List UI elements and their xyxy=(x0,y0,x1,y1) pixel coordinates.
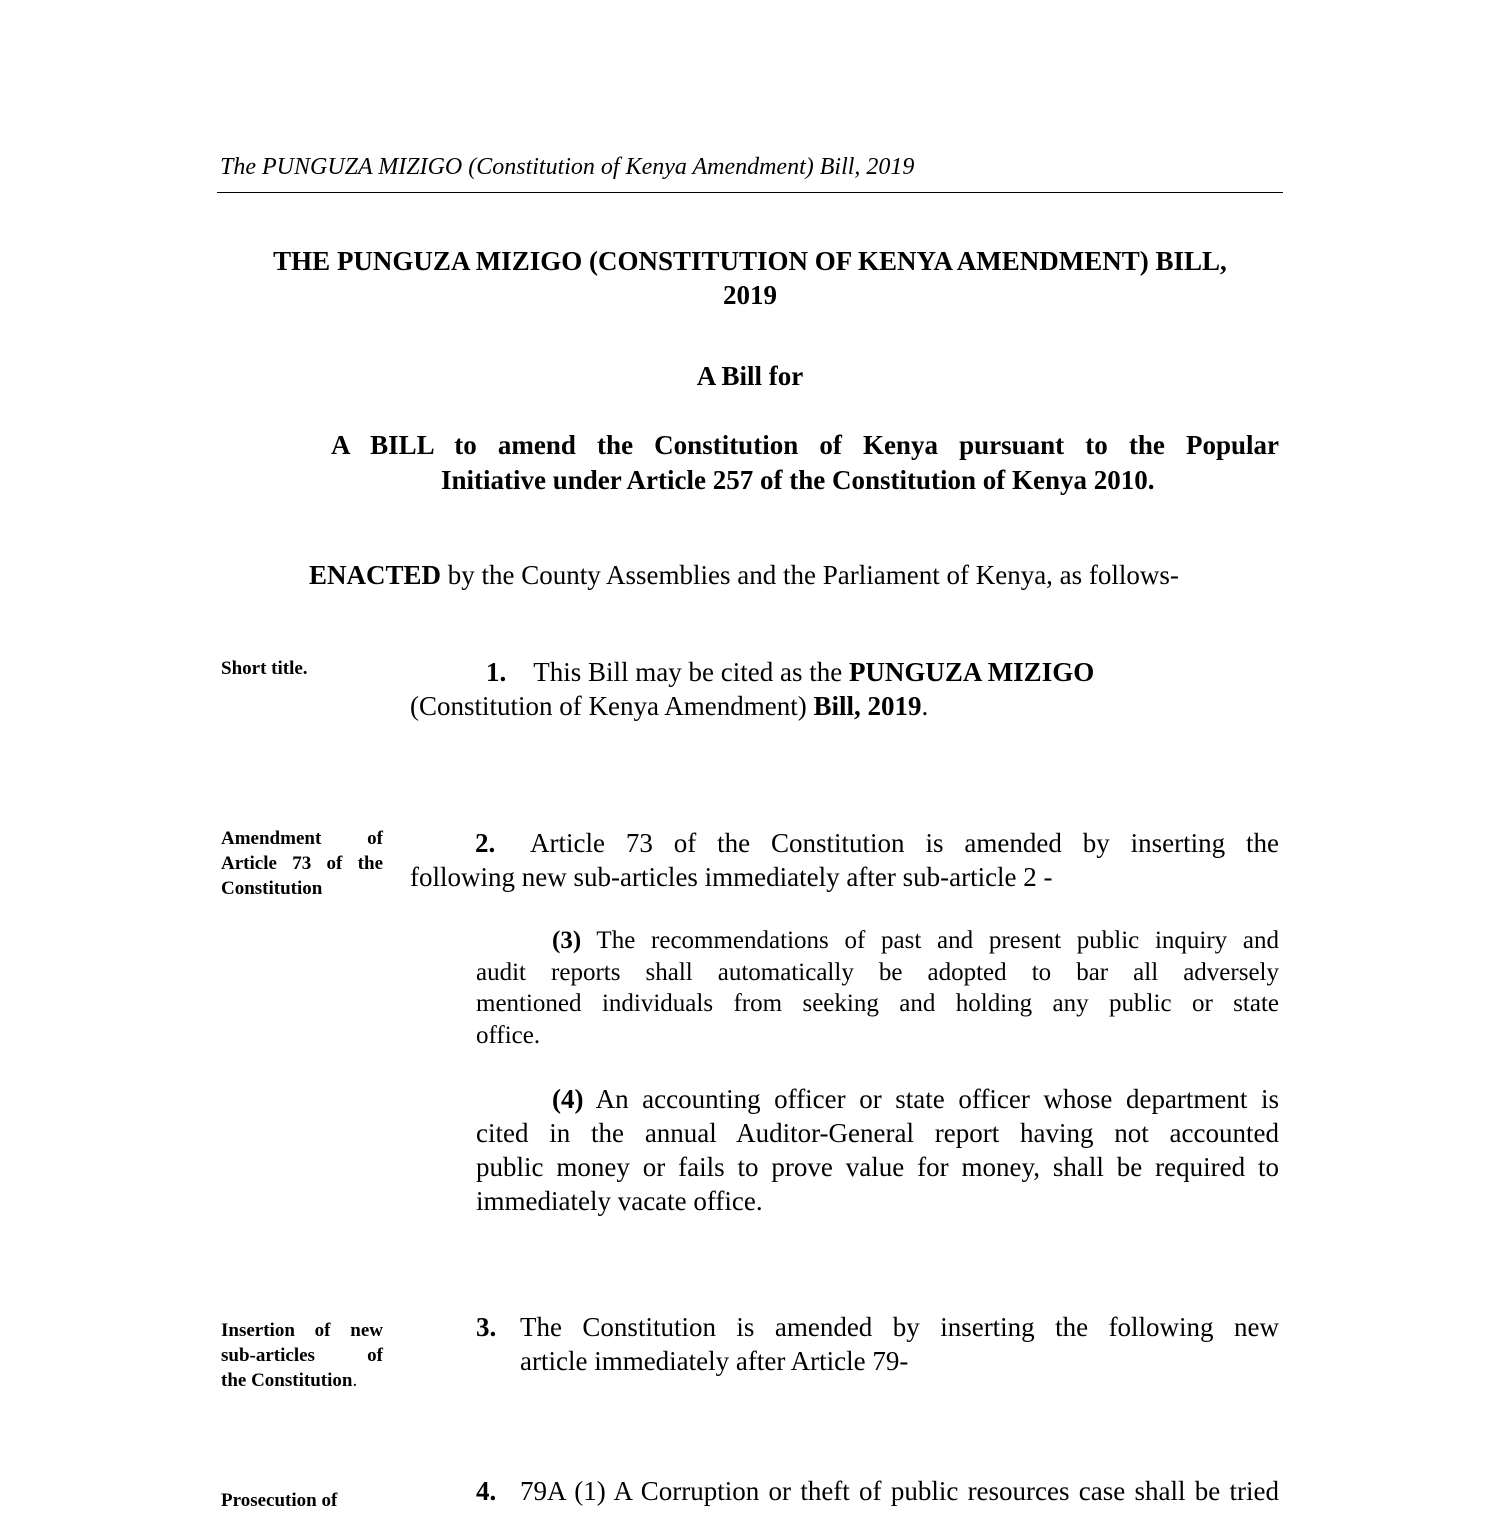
sub-article-4 xyxy=(476,1082,1279,1218)
long-title-line-2: Initiative under Article 257 of the Constitution of Kenya 2010. xyxy=(441,465,1155,495)
bill-title-line-1: THE PUNGUZA MIZIGO (CONSTITUTION OF KENYA AMENDMENT) BILL, xyxy=(273,246,1227,276)
long-title xyxy=(331,428,1279,498)
clause-2-line-1 xyxy=(410,826,1279,860)
enacting-formula xyxy=(309,560,1179,591)
enacted-keyword: ENACTED xyxy=(309,560,442,590)
long-title-line-1: A BILL to amend the Constitution of Kenya pursuant to the Popular xyxy=(331,430,1279,460)
clause-2-line-2: following new sub-articles immediately after sub-article 2 - xyxy=(410,862,1053,892)
sub-article-text: The recommendations of past and present public inquiry and xyxy=(581,927,1279,954)
sub-article-label: (4) xyxy=(552,1084,584,1114)
sub-article-text: An accounting officer or state officer whose department is xyxy=(583,1084,1279,1114)
marginal-note-amendment-article-73 xyxy=(221,826,383,901)
marginal-note-line xyxy=(221,1370,357,1391)
clause-text: . xyxy=(921,691,929,721)
clause-2 xyxy=(410,826,1279,894)
clause-number: 3. xyxy=(476,1312,497,1342)
marginal-note-prosecution: Prosecution of xyxy=(221,1490,338,1511)
sub-article-4-line-2: cited in the annual Auditor-General report having not accounted xyxy=(476,1118,1279,1148)
clause-1-line-1 xyxy=(410,655,1280,689)
clause-3-line-1 xyxy=(476,1310,1279,1344)
clause-4 xyxy=(476,1474,1279,1508)
marginal-note-line: Amendment of xyxy=(221,828,383,849)
sub-article-4-line-1 xyxy=(476,1082,1279,1116)
clause-1 xyxy=(410,655,1280,723)
marginal-note-period: . xyxy=(352,1370,358,1391)
bill-title-line-2: 2019 xyxy=(723,280,777,310)
sub-article-3 xyxy=(476,925,1279,1051)
marginal-note-line: sub-articles of xyxy=(221,1345,383,1366)
sub-article-3-line-4: office. xyxy=(476,1021,541,1049)
clause-bold-text: PUNGUZA MIZIGO xyxy=(848,657,1095,687)
sub-article-3-line-2: audit reports shall automatically be adopted to bar all adversely xyxy=(476,958,1279,986)
sub-article-3-line-3: mentioned individuals from seeking and holding any public or state xyxy=(476,990,1279,1017)
bill-title xyxy=(215,244,1285,312)
marginal-note-text: the Constitution xyxy=(221,1370,353,1391)
marginal-note-short-title: Short title. xyxy=(221,658,308,679)
clause-text: This Bill may be cited as the xyxy=(533,657,849,687)
sub-article-3-line-1 xyxy=(476,925,1279,957)
running-header: The PUNGUZA MIZIGO (Constitution of Kenya Amendment) Bill, 2019 xyxy=(220,154,915,180)
clause-text: Article 73 of the Constitution is amended by inserting the xyxy=(530,828,1279,858)
header-rule xyxy=(217,192,1283,193)
bill-for-heading: A Bill for xyxy=(696,361,804,391)
clause-3-line-2: article immediately after Article 79- xyxy=(520,1346,909,1376)
sub-article-4-line-4: immediately vacate office. xyxy=(476,1186,763,1216)
clause-bold-text: Bill, 2019 xyxy=(813,691,922,721)
marginal-note-line: Constitution xyxy=(221,878,323,899)
clause-4-line-1 xyxy=(476,1474,1279,1508)
marginal-note-line: Article 73 of the xyxy=(221,853,383,874)
marginal-note-line: Insertion of new xyxy=(221,1320,383,1341)
clause-number: 4. xyxy=(476,1476,497,1506)
clause-3 xyxy=(476,1310,1279,1378)
sub-article-label: (3) xyxy=(552,927,582,954)
marginal-note-insertion xyxy=(221,1318,383,1393)
clause-text: 79A (1) A Corruption or theft of public resources case shall be tried xyxy=(520,1476,1279,1506)
clause-number: 2. xyxy=(475,828,496,858)
sub-article-4-line-3: public money or fails to prove value for money, shall be required to xyxy=(476,1152,1279,1182)
clause-text: The Constitution is amended by inserting the following new xyxy=(520,1312,1279,1342)
clause-text: (Constitution of Kenya Amendment) xyxy=(410,691,814,721)
clause-1-line-2 xyxy=(410,689,1280,723)
enacted-text: by the County Assemblies and the Parliament of Kenya, as follows- xyxy=(441,560,1179,590)
clause-number: 1. xyxy=(486,657,507,687)
